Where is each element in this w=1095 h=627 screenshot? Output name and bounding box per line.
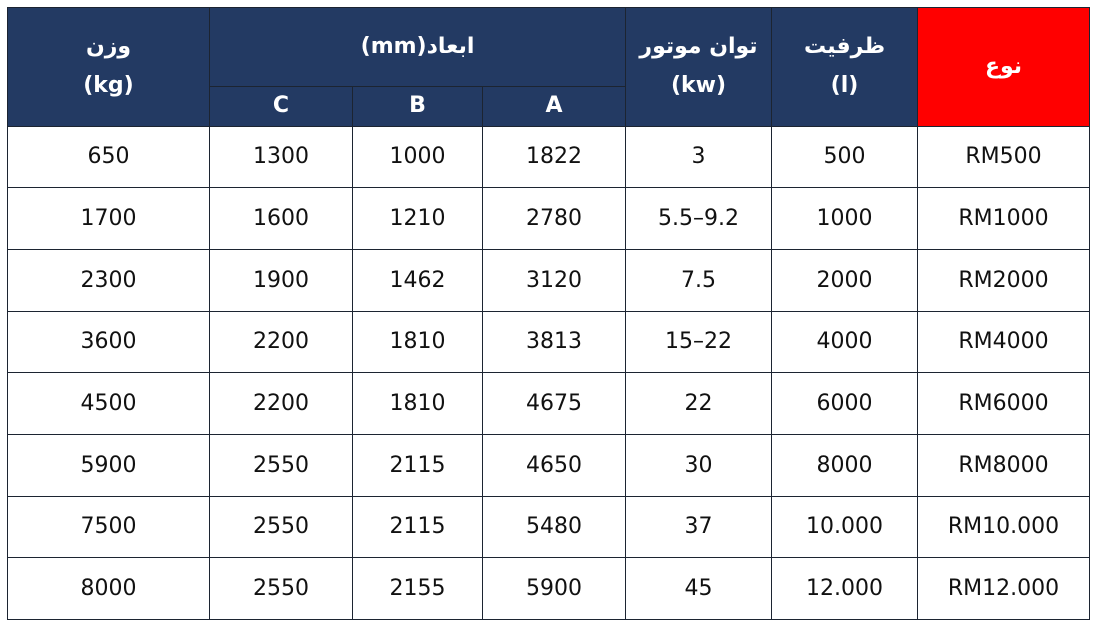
cell-dimension-a: 5480 [483, 496, 626, 558]
cell-dimension-a: 4650 [483, 434, 626, 496]
header-power-unit: (kw) [670, 72, 727, 98]
cell-power: 5.5–9.2 [626, 188, 772, 250]
cell-dimension-b: 1210 [353, 188, 483, 250]
cell-dimension-a: 3120 [483, 249, 626, 311]
header-weight [8, 8, 210, 127]
cell-capacity: 10.000 [772, 496, 918, 558]
cell-dimension-b: 1000 [353, 126, 483, 188]
cell-dimension-b: 2115 [353, 434, 483, 496]
cell-weight: 4500 [8, 373, 210, 435]
cell-dimension-a: 1822 [483, 126, 626, 188]
header-power [626, 8, 772, 127]
specifications-table [7, 7, 1090, 620]
header-capacity [772, 8, 918, 127]
cell-dimension-b: 1810 [353, 311, 483, 373]
cell-dimension-c: 1900 [210, 249, 353, 311]
header-dimension-a: A [483, 87, 626, 127]
cell-power: 45 [626, 558, 772, 620]
cell-dimension-b: 2115 [353, 496, 483, 558]
cell-power: 37 [626, 496, 772, 558]
header-capacity-label: ظرفیت [803, 34, 886, 60]
cell-weight: 2300 [8, 249, 210, 311]
cell-power: 3 [626, 126, 772, 188]
cell-capacity: 2000 [772, 249, 918, 311]
table-row [8, 373, 1090, 435]
cell-capacity: 1000 [772, 188, 918, 250]
cell-dimension-c: 1600 [210, 188, 353, 250]
cell-power: 15–22 [626, 311, 772, 373]
cell-weight: 7500 [8, 496, 210, 558]
header-type-label: نوع [984, 53, 1023, 79]
table-row [8, 249, 1090, 311]
cell-type: RM500 [918, 126, 1090, 188]
cell-type: RM1000 [918, 188, 1090, 250]
table-row [8, 496, 1090, 558]
cell-dimension-a: 4675 [483, 373, 626, 435]
cell-dimension-b: 1462 [353, 249, 483, 311]
cell-dimension-b: 2155 [353, 558, 483, 620]
cell-dimension-a: 3813 [483, 311, 626, 373]
cell-capacity: 4000 [772, 311, 918, 373]
cell-type: RM4000 [918, 311, 1090, 373]
cell-dimension-c: 2200 [210, 373, 353, 435]
cell-dimension-c: 2200 [210, 311, 353, 373]
header-type [918, 8, 1090, 127]
cell-type: RM2000 [918, 249, 1090, 311]
cell-power: 22 [626, 373, 772, 435]
header-capacity-unit: (l) [830, 72, 859, 98]
table-body [8, 126, 1090, 620]
table-row [8, 434, 1090, 496]
cell-type: RM10.000 [918, 496, 1090, 558]
cell-dimension-b: 1810 [353, 373, 483, 435]
header-dimensions [210, 8, 626, 87]
cell-weight: 8000 [8, 558, 210, 620]
cell-weight: 5900 [8, 434, 210, 496]
cell-type: RM6000 [918, 373, 1090, 435]
cell-capacity: 6000 [772, 373, 918, 435]
table-row [8, 311, 1090, 373]
cell-type: RM12.000 [918, 558, 1090, 620]
cell-dimension-c: 2550 [210, 434, 353, 496]
cell-dimension-c: 1300 [210, 126, 353, 188]
table-row [8, 126, 1090, 188]
cell-power: 7.5 [626, 249, 772, 311]
cell-dimension-a: 2780 [483, 188, 626, 250]
header-power-label: توان موتور [639, 34, 758, 60]
header-weight-label: وزن [85, 34, 132, 60]
cell-power: 30 [626, 434, 772, 496]
header-dimension-c: C [210, 87, 353, 127]
cell-type: RM8000 [918, 434, 1090, 496]
cell-capacity: 500 [772, 126, 918, 188]
cell-capacity: 8000 [772, 434, 918, 496]
cell-dimension-c: 2550 [210, 558, 353, 620]
cell-dimension-c: 2550 [210, 496, 353, 558]
header-dimensions-label: ابعاد(mm) [360, 33, 475, 59]
header-weight-unit: (kg) [83, 72, 134, 98]
table-row [8, 558, 1090, 620]
cell-weight: 650 [8, 126, 210, 188]
cell-weight: 1700 [8, 188, 210, 250]
table-row [8, 188, 1090, 250]
header-row-top [8, 8, 1090, 87]
cell-capacity: 12.000 [772, 558, 918, 620]
cell-weight: 3600 [8, 311, 210, 373]
cell-dimension-a: 5900 [483, 558, 626, 620]
header-dimension-b: B [353, 87, 483, 127]
